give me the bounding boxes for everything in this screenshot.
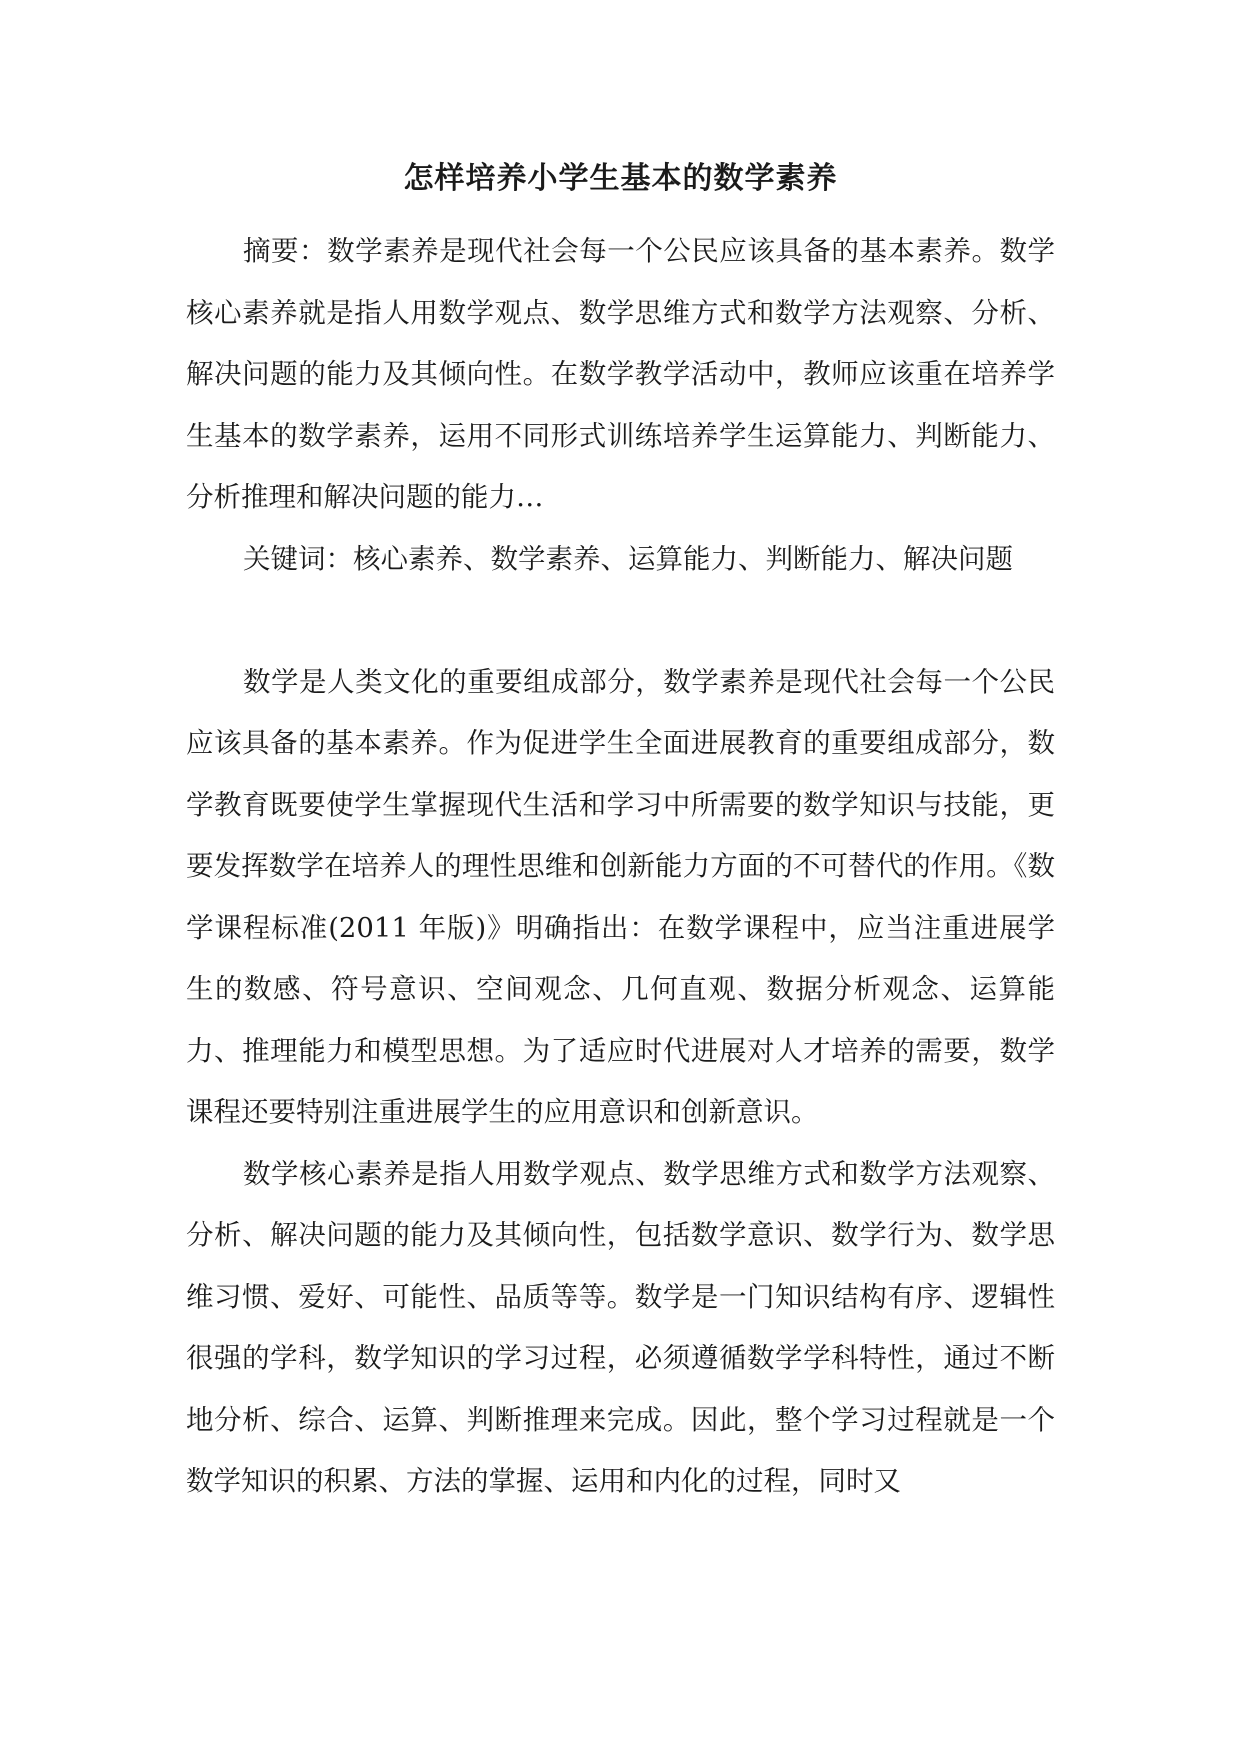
abstract-text: 数学素养是现代社会每一个公民应该具备的基本素养。数学核心素养就是指人用数学观点、数学思维方式和数学方法观察、分析、解决问题的能力及其倾向性。在数学教学活动中，教师应该重在培养学生基本的数学素养，运用不同形式训练培养学生运算能力、判断能力、分析推理和解决问题的能力…	[186, 235, 1056, 513]
keywords-paragraph	[186, 529, 1055, 591]
document-content	[186, 158, 1055, 1513]
section-spacer	[186, 590, 1055, 652]
body-paragraph-1: 数学是人类文化的重要组成部分，数学素养是现代社会每一个公民应该具备的基本素养。作为促进学生全面进展教育的重要组成部分，数学教育既要使学生掌握现代生活和学习中所需要的数学知识与技能，更要发挥数学在培养人的理性思维和创新能力方面的不可替代的作用。《数学课程标准(2011 年版)》明确指出：在数学课程中，应当注重进展学生的数感、符号意识、空间观念、几何直观、数据分析观念、运算能力、推理能力和模型思想。为了适应时代进展对人才培养的需要，数学课程还要特别注重进展学生的应用意识和创新意识。	[186, 665, 1055, 1128]
abstract-label: 摘要：	[243, 235, 328, 267]
body-paragraph-2: 数学核心素养是指人用数学观点、数学思维方式和数学方法观察、分析、解决问题的能力及其倾向性，包括数学意识、数学行为、数学思维习惯、爱好、可能性、品质等等。数学是一门知识结构有序、逻辑性很强的学科，数学知识的学习过程，必须遵循数学学科特性，通过不断地分析、综合、运算、判断推理来完成。因此，整个学习过程就是一个数学知识的积累、方法的掌握、运用和内化的过程，同时又	[186, 1157, 1055, 1497]
keywords-label: 关键词：	[243, 542, 353, 575]
abstract-paragraph	[186, 221, 1055, 529]
keywords-text: 核心素养、数学素养、运算能力、判断能力、解决问题	[353, 542, 1013, 575]
document-title: 怎样培养小学生基本的数学素养	[403, 161, 838, 196]
